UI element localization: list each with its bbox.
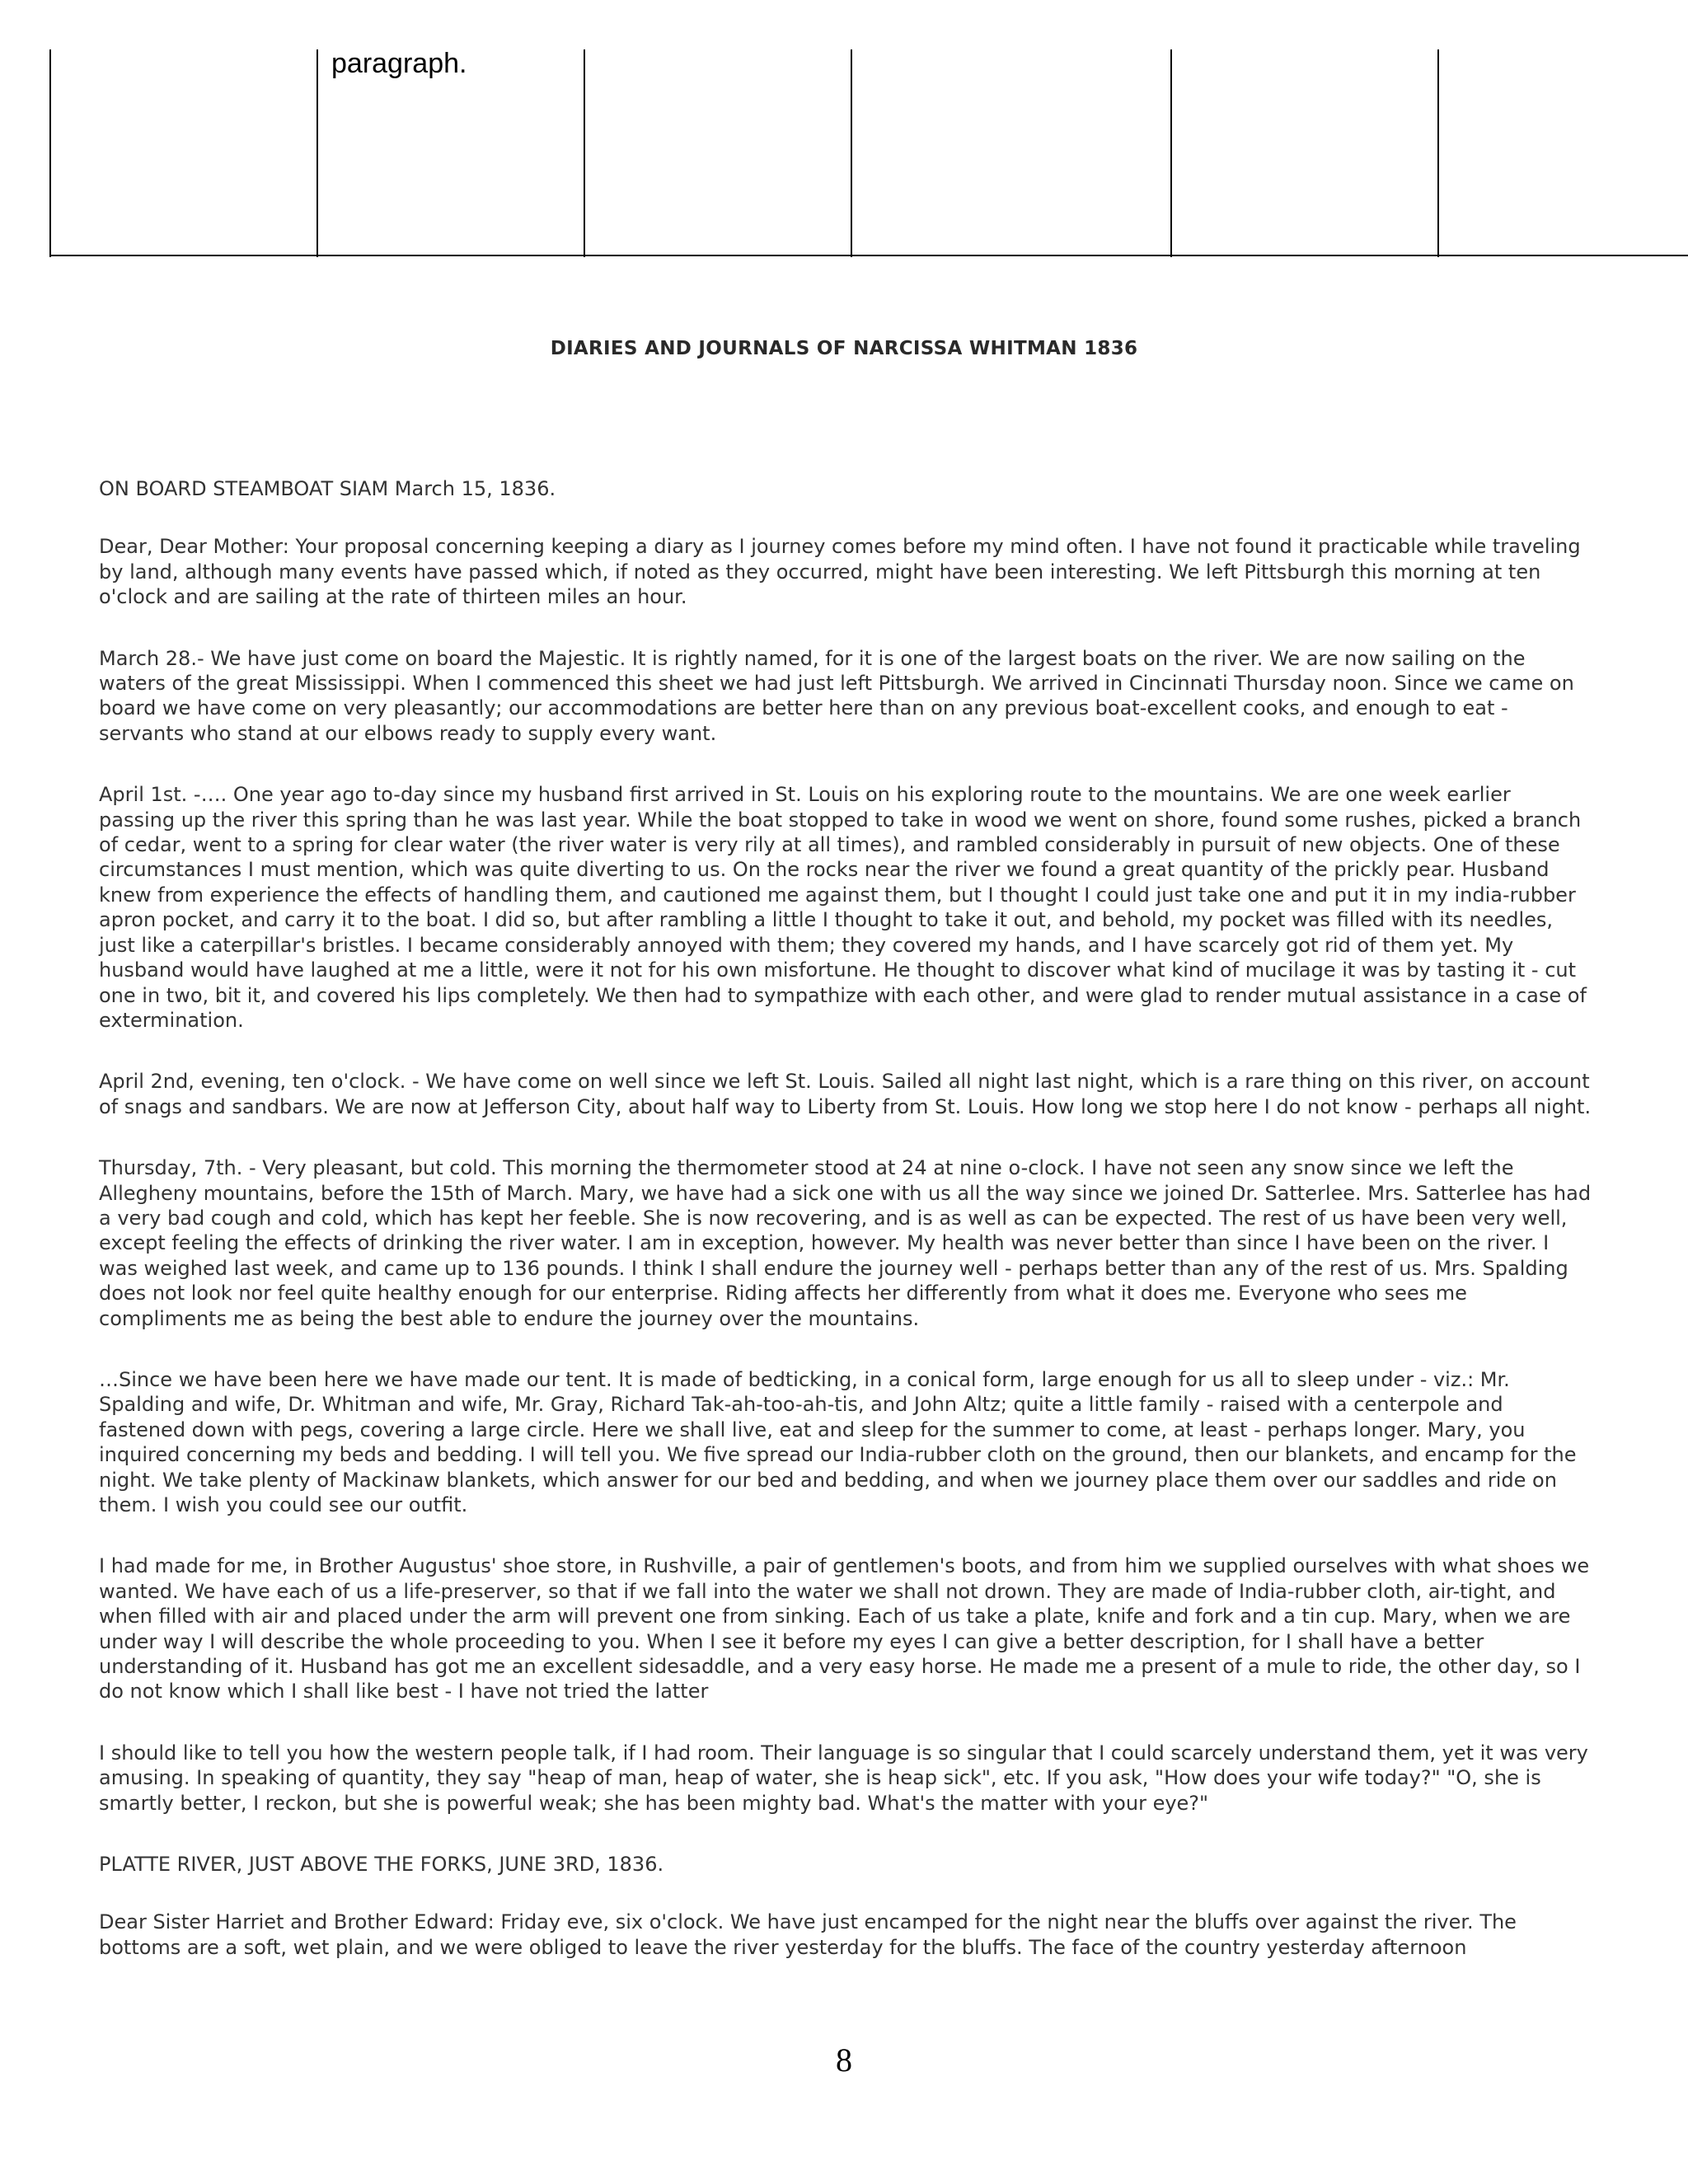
table-rule bbox=[316, 49, 318, 257]
paragraph: Dear Sister Harriet and Brother Edward: Friday eve, six o'clock. We have just encamped for the night near the bluffs over against the river. The bottoms are a soft, wet plain, and we were obliged to leave the river yesterday for the bluffs. The face of the country yesterday afternoon bbox=[99, 1910, 1517, 1959]
table-bottom-rule bbox=[49, 255, 1688, 256]
dateline: ON BOARD STEAMBOAT SIAM March 15, 1836. bbox=[99, 477, 556, 500]
paragraph: Dear, Dear Mother: Your proposal concerning keeping a diary as I journey comes before my mind often. I have not found it practicable while traveling by land, although many events have passed which, if noted as they occurred, might have been interesting. We left Pittsburgh this morning at ten o'clock and are sailing at the rate of thirteen miles an hour. bbox=[99, 535, 1581, 609]
document-title: DIARIES AND JOURNALS OF NARCISSA WHITMAN 1836 bbox=[550, 338, 1138, 359]
table-rule bbox=[1170, 49, 1172, 257]
table-rule bbox=[851, 49, 852, 257]
paragraph: April 1st. -…. One year ago to-day since my husband first arrived in St. Louis on his exploring route to the mountains. We are one week earlier passing up the river this spring than he was last year. While the boat stopped to take in wood we went on shore, found some rushes, picked a branch of cedar, went to a spring for clear water (the river water is very rily at all times), and rambled considerably in pursuit of new objects. One of these circumstances I must mention, which was quite diverting to us. On the rocks near the river we found a great quantity of the prickly pear. Husband knew from experience the effects of handling them, and cautioned me against them, but I thought I could just take one and put it in my india-rubber apron pocket, and carry it to the boat. I did so, but after rambling a little I thought to take it out, and behold, my pocket was filled with its needles, just like a caterpillar's bristles. I became considerably annoyed with them; they covered my hands, and I have scarcely got rid of them yet. My husband would have laughed at me a little, were it not for his own misfortune. He thought to discover what kind of mucilage it was by tasting it - cut one in two, bit it, and covered his lips completely. We then had to sympathize with each other, and were glad to render mutual assistance in a case of extermination. bbox=[99, 783, 1587, 1032]
table-rule bbox=[1437, 49, 1439, 257]
page-number: 8 bbox=[836, 2041, 852, 2079]
paragraph: Thursday, 7th. - Very pleasant, but cold. This morning the thermometer stood at 24 at nine o-clock. I have not seen any snow since we left the Allegheny mountains, before the 15th of March. Mary, we have had a sick one with us all the way since we joined Dr. Satterlee. Mrs. Satterlee has had a very bad cough and cold, which has kept her feeble. She is now recovering, and is as well as can be expected. The rest of us have been very well, except feeling the effects of drinking the river water. I am in exception, however. My health was never better than since I have been on the river. I was weighed last week, and came up to 136 pounds. I think I shall endure the journey well - perhaps better than any of the rest of us. Mrs. Spalding does not look nor feel quite healthy enough for our enterprise. Riding affects her differently from what it does me. Everyone who sees me compliments me as being the best able to endure the journey over the mountains. bbox=[99, 1156, 1592, 1330]
paragraph: I should like to tell you how the western people talk, if I had room. Their language is so singular that I could scarcely understand them, yet it was very amusing. In speaking of quantity, they say "heap of man, heap of water, she is heap sick", etc. If you ask, "How does your wife today?" "O, she is smartly better, I reckon, but she is powerful weak; she has been mighty bad. What's the matter with your eye?" bbox=[99, 1741, 1588, 1815]
table-cell-text: paragraph. bbox=[331, 48, 467, 79]
paragraph: March 28.- We have just come on board the Majestic. It is rightly named, for it is one of the largest boats on the river. We are now sailing on the waters of the great Mississippi. When I commenced this sheet we had just left Pittsburgh. We arrived in Cincinnati Thursday noon. Since we came on board we have come on very pleasantly; our accommodations are better here than on any previous boat-excellent cooks, and enough to eat - servants who stand at our elbows ready to supply every want. bbox=[99, 646, 1574, 745]
body-text bbox=[99, 476, 1592, 1996]
dateline: PLATTE RIVER, JUST ABOVE THE FORKS, JUNE 3RD, 1836. bbox=[99, 1853, 664, 1877]
paragraph: April 2nd, evening, ten o'clock. - We have come on well since we left St. Louis. Sailed all night last night, which is a rare thing on this river, on account of snags and sandbars. We are now at Jefferson City, about half way to Liberty from St. Louis. How long we stop here I do not know - perhaps all night. bbox=[99, 1070, 1592, 1118]
paragraph: I had made for me, in Brother Augustus' shoe store, in Rushville, a pair of gentlemen's boots, and from him we supplied ourselves with what shoes we wanted. We have each of us a life-preserver, so that if we fall into the water we shall not drown. They are made of India-rubber cloth, air-tight, and when filled with air and placed under the arm will prevent one from sinking. Each of us take a plate, knife and fork and a tin cup. Mary, when we are under way I will describe the whole proceeding to you. When I see it before my eyes I can give a better description, for I shall have a better understanding of it. Husband has got me an excellent sidesaddle, and a very easy horse. He made me a present of a mule to ride, the other day, so I do not know which I shall like best - I have not tried the latter bbox=[99, 1554, 1590, 1704]
table-fragment bbox=[0, 0, 1688, 257]
table-rule bbox=[49, 49, 51, 257]
paragraph: …Since we have been here we have made our tent. It is made of bedticking, in a conical form, large enough for us all to sleep under - viz.: Mr. Spalding and wife, Dr. Whitman and wife, Mr. Gray, Richard Tak-ah-too-ah-tis, and John Altz; quite a little family - raised with a centerpole and fastened down with pegs, covering a large circle. Here we shall live, eat and sleep for the summer to come, at least - perhaps longer. Mary, you inquired concerning my beds and bedding. I will tell you. We five spread our India-rubber cloth on the ground, then our blankets, and encamp for the night. We take plenty of Mackinaw blankets, which answer for our bed and bedding, and when we journey place them over our saddles and ride on them. I wish you could see our outfit. bbox=[99, 1367, 1577, 1516]
table-rule bbox=[584, 49, 585, 257]
